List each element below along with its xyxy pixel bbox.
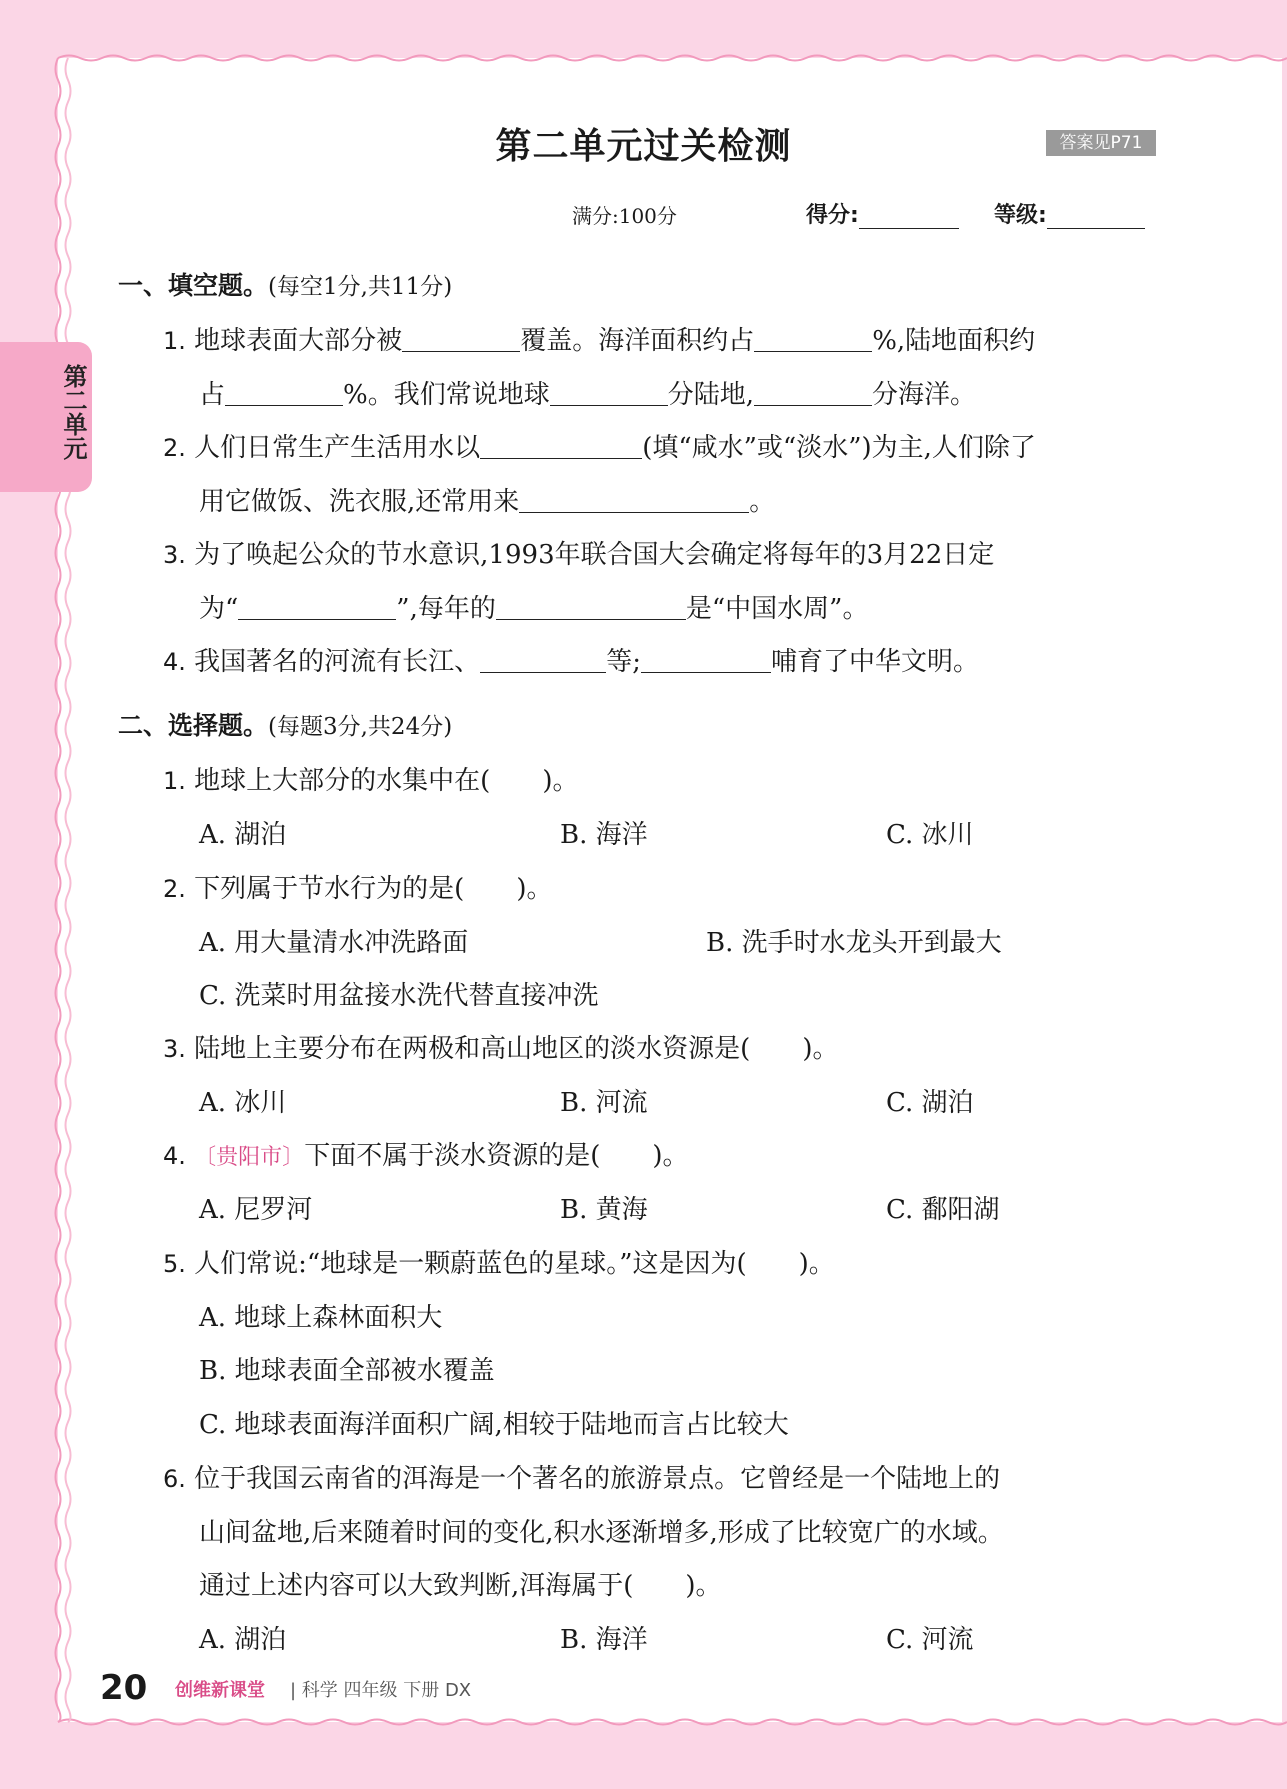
section2-note: (每题3分,共24分)	[268, 714, 453, 740]
s2-q2-option-a[interactable]: A. 用大量清水冲洗路面	[199, 928, 469, 958]
answer-blank[interactable]	[550, 379, 668, 406]
question-number: 4.	[163, 1142, 186, 1170]
full-score-label: 满分:100分	[572, 204, 677, 228]
question-text: 下列属于节水行为的是( )。	[194, 874, 553, 904]
question-text: ”,每年的	[396, 594, 496, 624]
answer-blank[interactable]	[641, 646, 771, 673]
score-blank[interactable]	[859, 206, 959, 229]
grade-label: 等级:	[994, 203, 1047, 228]
s2-q1-option-a[interactable]: A. 湖泊	[199, 820, 287, 850]
unit-side-tab-label: 第二单元	[59, 364, 87, 460]
question-text: 下面不属于淡水资源的是( )。	[304, 1141, 689, 1171]
answer-blank[interactable]	[402, 325, 520, 352]
question-text: 是“中国水周”。	[685, 594, 869, 624]
question-text: 陆地上主要分布在两极和高山地区的淡水资源是( )。	[194, 1034, 839, 1064]
question-number: 6.	[163, 1465, 186, 1493]
question-text: 等;	[606, 647, 641, 677]
score-label: 得分:	[806, 203, 859, 228]
s2-q6-line1	[163, 1458, 1000, 1495]
question-text: 人们日常生产生活用水以	[194, 433, 481, 463]
grade-field[interactable]	[994, 198, 1145, 229]
question-number: 3.	[163, 541, 186, 569]
answer-blank[interactable]	[754, 379, 872, 406]
answer-blank[interactable]	[754, 325, 872, 352]
question-text: 用它做饭、洗衣服,还常用来	[199, 487, 520, 517]
s1-q3-line2	[199, 588, 868, 625]
answer-blank[interactable]	[480, 432, 642, 459]
section2-heading	[118, 706, 452, 742]
page-title: 第二单元过关检测	[495, 126, 792, 167]
grade-blank[interactable]	[1047, 206, 1145, 229]
question-text: %。我们常说地球	[343, 380, 550, 410]
region-tag: 〔贵阳市〕	[194, 1145, 305, 1170]
s2-q1-stem	[163, 760, 578, 797]
s1-q1-line2	[199, 374, 976, 411]
s2-q4-stem	[163, 1135, 688, 1172]
footer-brand: 创维新课堂	[175, 1680, 265, 1701]
question-text: 。	[749, 487, 776, 517]
s2-q3-option-b[interactable]: B. 河流	[560, 1088, 648, 1118]
answer-blank[interactable]	[496, 593, 686, 620]
question-text: 覆盖。海洋面积约占	[520, 326, 755, 356]
s2-q1-option-c[interactable]: C. 冰川	[886, 820, 974, 850]
question-text: 分海洋。	[872, 380, 977, 410]
question-text: %,陆地面积约	[872, 326, 1036, 356]
answer-blank[interactable]	[480, 646, 606, 673]
s2-q6-line3: 通过上述内容可以大致判断,洱海属于( )。	[199, 1571, 722, 1601]
s1-q4-line1	[163, 641, 979, 678]
s2-q5-option-c[interactable]: C. 地球表面海洋面积广阔,相较于陆地而言占比较大	[199, 1410, 789, 1440]
answer-reference-badge: 答案见P71	[1046, 130, 1156, 156]
section1-note: (每空1分,共11分)	[268, 274, 453, 300]
s2-q3-option-a[interactable]: A. 冰川	[199, 1088, 287, 1118]
question-text: 为了唤起公众的节水意识,1993年联合国大会确定将每年的3月22日定	[194, 540, 995, 570]
s2-q2-stem	[163, 868, 552, 905]
s2-q5-option-a[interactable]: A. 地球上森林面积大	[199, 1303, 443, 1333]
question-text: 占	[199, 380, 226, 410]
s2-q3-stem	[163, 1028, 838, 1065]
question-text: (填“咸水”或“淡水”)为主,人们除了	[642, 433, 1036, 463]
s2-q4-option-b[interactable]: B. 黄海	[560, 1195, 648, 1225]
section1-title: 一、填空题。	[118, 271, 269, 300]
s1-q1-line1	[163, 320, 1035, 357]
score-field[interactable]	[806, 198, 959, 229]
question-number: 5.	[163, 1250, 186, 1278]
s2-q2-option-b[interactable]: B. 洗手时水龙头开到最大	[706, 928, 1002, 958]
question-number: 2.	[163, 434, 186, 462]
s2-q2-option-c[interactable]: C. 洗菜时用盆接水洗代替直接冲洗	[199, 981, 599, 1011]
s1-q2-line1	[163, 427, 1036, 464]
s2-q5-option-b[interactable]: B. 地球表面全部被水覆盖	[199, 1356, 495, 1386]
s2-q6-line2: 山间盆地,后来随着时间的变化,积水逐渐增多,形成了比较宽广的水域。	[199, 1518, 1004, 1548]
s1-q3-line1	[163, 534, 994, 571]
question-text: 地球上大部分的水集中在( )。	[194, 766, 579, 796]
question-number: 4.	[163, 648, 186, 676]
section2-title: 二、选择题。	[118, 711, 269, 740]
s1-q2-line2	[199, 481, 775, 518]
question-text: 哺育了中华文明。	[770, 647, 979, 677]
question-text: 人们常说:“地球是一颗蔚蓝色的星球。”这是因为( )。	[194, 1249, 835, 1279]
s2-q1-option-b[interactable]: B. 海洋	[560, 820, 648, 850]
question-text: 为“	[199, 594, 239, 624]
page-number: 20	[100, 1668, 148, 1708]
answer-blank[interactable]	[238, 593, 396, 620]
s2-q6-option-c[interactable]: C. 河流	[886, 1625, 974, 1655]
footer-book-info: | 科学 四年级 下册 DX	[290, 1680, 472, 1701]
question-number: 2.	[163, 875, 186, 903]
question-text: 位于我国云南省的洱海是一个著名的旅游景点。它曾经是一个陆地上的	[194, 1464, 1001, 1494]
s2-q6-option-b[interactable]: B. 海洋	[560, 1625, 648, 1655]
question-number: 1.	[163, 767, 186, 795]
answer-blank[interactable]	[519, 486, 749, 513]
question-number: 1.	[163, 327, 186, 355]
s2-q4-option-a[interactable]: A. 尼罗河	[199, 1195, 313, 1225]
question-text: 我国著名的河流有长江、	[194, 647, 481, 677]
answer-blank[interactable]	[225, 379, 343, 406]
question-text: 分陆地,	[667, 380, 754, 410]
s2-q4-option-c[interactable]: C. 鄱阳湖	[886, 1195, 1000, 1225]
s2-q3-option-c[interactable]: C. 湖泊	[886, 1088, 974, 1118]
section1-heading	[118, 266, 452, 302]
question-number: 3.	[163, 1035, 186, 1063]
s2-q5-stem	[163, 1243, 835, 1280]
s2-q6-option-a[interactable]: A. 湖泊	[199, 1625, 287, 1655]
question-text: 地球表面大部分被	[194, 326, 403, 356]
